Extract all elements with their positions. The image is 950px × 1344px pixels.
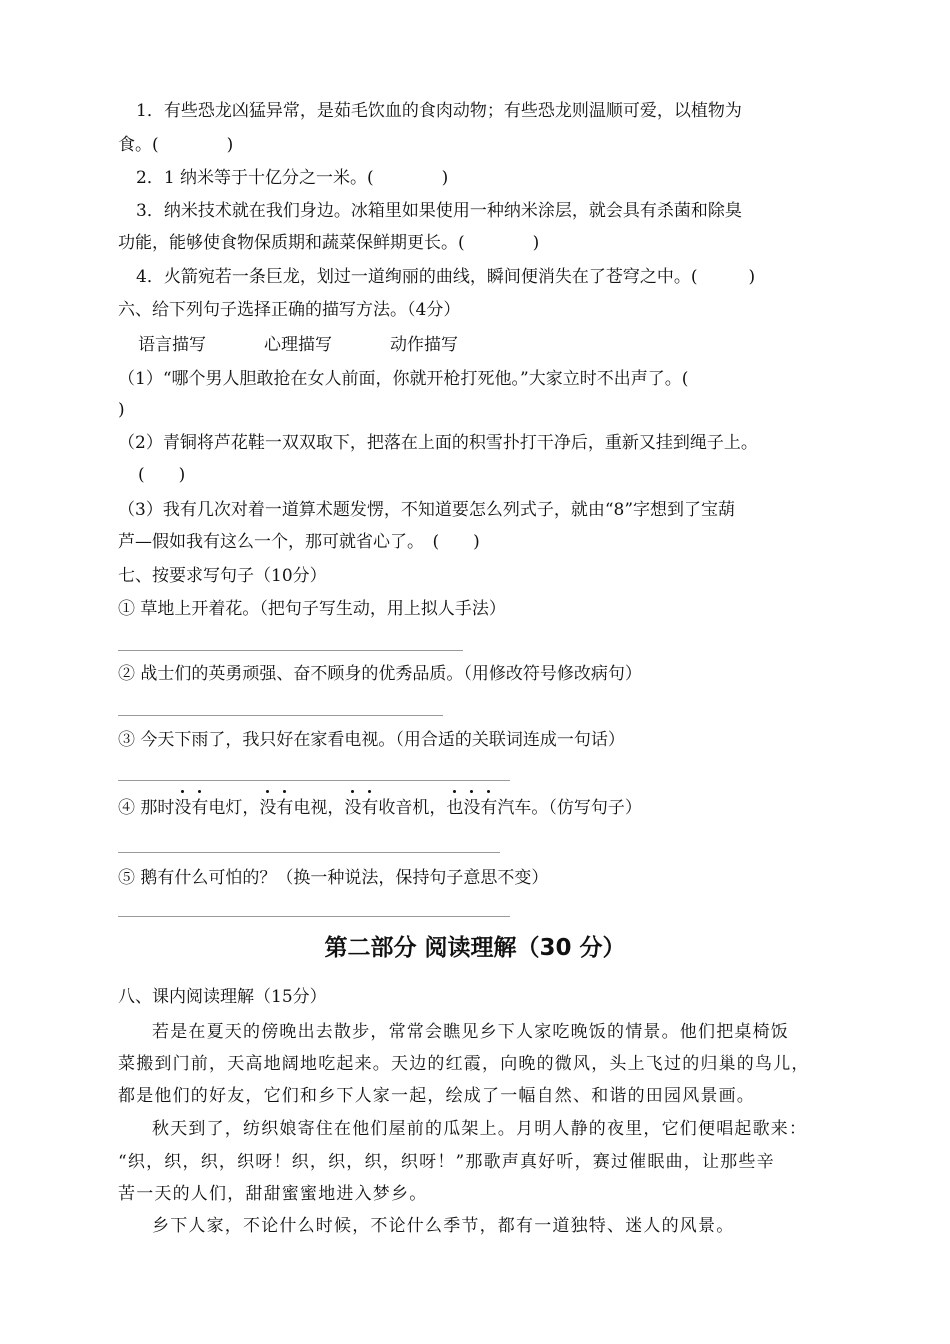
reading-p2-line1: 秋天到了，纺织娘寄住在他们屋前的瓜架上。月明人静的夜里，它们便唱起歌来： xyxy=(152,1119,808,1139)
s7-q4-seg: ④ 那时 xyxy=(118,798,175,818)
s7-q2: ② 战士们的英勇顽强、奋不顾身的优秀品质。（用修改符号修改病句） xyxy=(118,664,642,684)
section6-heading: 六、给下列句子选择正确的描写方法。（4分） xyxy=(118,300,461,320)
section8-heading: 八、课内阅读理解（15分） xyxy=(118,987,327,1007)
s6-3-line1: （3）我有几次对着一道算术题发愣，不知道要怎么列式子，就由“8”字想到了宝葫 xyxy=(118,500,736,520)
part2-title: 第二部分 阅读理解（30 分） xyxy=(324,935,626,961)
answer-line-4[interactable] xyxy=(118,852,500,853)
q5-4: 4．火箭宛若一条巨龙，划过一道绚丽的曲线，瞬间便消失在了苍穹之中。( ) xyxy=(136,267,756,287)
s7-q4-seg: 电灯， xyxy=(208,798,260,818)
reading-p1-line2: 菜搬到门前，天高地阔地吃起来。天边的红霞，向晚的微风，头上飞过的归巢的鸟儿， xyxy=(118,1054,810,1074)
reading-p1-line1: 若是在夏天的傍晚出去散步，常常会瞧见乡下人家吃晚饭的情景。他们把桌椅饭 xyxy=(152,1022,789,1042)
emphasis-char: 有 xyxy=(480,798,498,818)
s7-q4-seg: 汽车。（仿写句子） xyxy=(497,798,642,818)
q5-2: 2．1 纳米等于十亿分之一米。( ) xyxy=(136,168,449,188)
emphasis-char: 没 xyxy=(463,798,481,818)
section7-heading: 七、按要求写句子（10分） xyxy=(118,566,327,586)
q5-1-line2: 食。( ) xyxy=(118,135,234,155)
s6-1-line1: （1）“哪个男人胆敢抢在女人前面，你就开枪打死他。”大家立时不出声了。( xyxy=(118,369,689,389)
s6-2-line2: ( ) xyxy=(138,465,186,485)
reading-p1-line3: 都是他们的好友，它们和乡下人家一起，绘成了一幅自然、和谐的田园风景画。 xyxy=(118,1086,755,1106)
emphasis-char: 有 xyxy=(361,798,379,818)
emphasis-char: 没 xyxy=(259,798,277,818)
reading-p2-line3: 苦一天的人们，甜甜蜜蜜地进入梦乡。 xyxy=(118,1184,428,1204)
emphasis-dotted xyxy=(344,798,378,818)
answer-line-5[interactable] xyxy=(118,916,510,917)
reading-p3-line1: 乡下人家，不论什么时候，不论什么季节，都有一道独特、迷人的风景。 xyxy=(152,1216,735,1236)
option-language: 语言描写 xyxy=(138,335,206,355)
emphasis-char: 没 xyxy=(344,798,362,818)
s7-q4-seg: 电视， xyxy=(293,798,345,818)
emphasis-char: 没 xyxy=(174,798,192,818)
emphasis-dotted xyxy=(174,798,208,818)
s6-1-line2: ) xyxy=(118,400,125,420)
option-action: 动作描写 xyxy=(390,335,458,355)
s6-3-line2: 芦—假如我有这么一个，那可就省心了。 ( ) xyxy=(118,532,480,552)
s6-2-line1: （2）青铜将芦花鞋一双双取下，把落在上面的积雪扑打干净后，重新又挂到绳子上。 xyxy=(118,433,758,453)
q5-3-line1: 3．纳米技术就在我们身边。冰箱里如果使用一种纳米涂层，就会具有杀菌和除臭 xyxy=(136,201,742,221)
s7-q3: ③ 今天下雨了，我只好在家看电视。（用合适的关联词连成一句话） xyxy=(118,730,625,750)
q5-1-line1: 1．有些恐龙凶猛异常，是茹毛饮血的食肉动物；有些恐龙则温顺可爱，以植物为 xyxy=(136,101,742,121)
s7-q5: ⑤ 鹅有什么可怕的？（换一种说法，保持句子意思不变） xyxy=(118,868,549,888)
emphasis-dotted xyxy=(259,798,293,818)
q5-3-line2: 功能，能够使食物保质期和蔬菜保鲜期更长。( ) xyxy=(118,233,540,253)
emphasis-dotted xyxy=(446,798,497,818)
s7-q4 xyxy=(118,796,642,820)
answer-line-1[interactable] xyxy=(118,650,463,651)
option-psychology: 心理描写 xyxy=(264,335,332,355)
s7-q1: ① 草地上开着花。（把句子写生动，用上拟人手法） xyxy=(118,599,506,619)
reading-p2-line2: “织，织，织，织呀！织，织，织，织呀！”那歌声真好听，赛过催眠曲，让那些辛 xyxy=(118,1152,775,1172)
answer-line-2[interactable] xyxy=(118,715,443,716)
emphasis-char: 也 xyxy=(446,798,464,818)
emphasis-char: 有 xyxy=(276,798,294,818)
emphasis-char: 有 xyxy=(191,798,209,818)
s7-q4-seg: 收音机， xyxy=(378,798,447,818)
answer-line-3[interactable] xyxy=(118,780,510,781)
description-options xyxy=(138,333,516,357)
